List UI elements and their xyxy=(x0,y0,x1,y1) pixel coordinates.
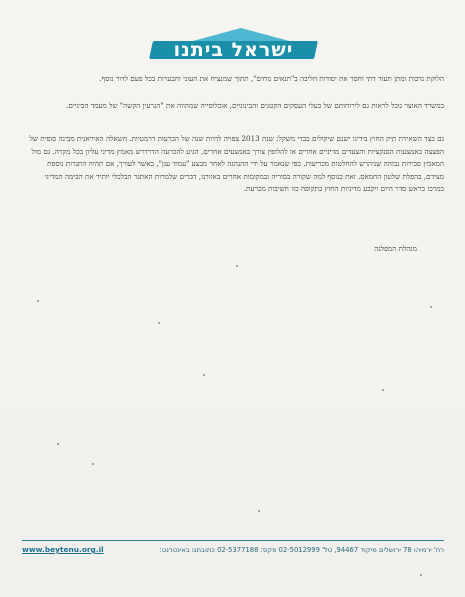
scan-speck xyxy=(258,510,260,512)
footer-website-link[interactable]: www.beytenu.org.il xyxy=(22,545,104,554)
scan-speck xyxy=(420,574,422,576)
letter-footer xyxy=(22,540,444,560)
paragraph-text: הלוקת נדבות ומתן תעוד דתי וחסר את יסודות הליבה ב"תנאים נוחים", תתוך שמנציח את העוני והבערות בכל פעם לדור נוסף. xyxy=(99,74,444,83)
party-logo xyxy=(151,28,316,62)
logo-text: ישראל ביתנו xyxy=(173,39,294,61)
body-paragraph-2 xyxy=(26,100,444,113)
scan-speck xyxy=(37,300,39,302)
scan-speck xyxy=(158,322,160,324)
scan-speck xyxy=(430,306,432,308)
scan-speck xyxy=(57,443,59,445)
scan-speck xyxy=(203,374,205,376)
paragraph-text: במשרד האוצר נוכל לראות גם לירוחותם של בעלי העסקים הקטנים והבינוניים, אוכלוסייה שמהווה את "הגרעין הקשה" של מעמד הביניים. xyxy=(66,101,444,110)
footer-address: רח' ירמיהו 78 ירושלים מיקוד 94467, טל' 02-5012999 פקס: 02-5377188 כתובתנו באינטרנט: xyxy=(159,546,444,554)
scan-speck xyxy=(382,389,384,391)
footer-divider xyxy=(22,540,444,541)
paragraph-text: גם בצד השאירת תיק החוץ בידינו ישנם שיקולים כבדי משקל: שנת 2013 צפויה להיות שנה של הכרעות דרמטיות. השאלה האיראנית מבינה סופית של הפצצה באמצעות הסנקציות והצעדים מדיניים אחרים או להלופין צורך באמצעים אחרים, הגיע להכרעה הדרדרש מאמץ מדיני עליון בכל מקרה. גם מול המאמץ סבירות גבוהה שניהרש להחלטות מכריעות, כפי שנאמר על ידי ההנהגה לאחר מבצע "עמוד ענן", באשר לעורך, אם תהיה התגרות נוספת מצידם, בהפלת שלטון החמאס. זאת בנוסף למה שקורה בסוריה ובמקומות אחרים באזורנו, דברים שלמרות האתגר הבלכלי יותיר את הבימה המדיני במרכז בראש סדר היום ויקבע מדיניות החוץ בתקופה כזו חשיבות מכרעת. xyxy=(29,134,444,194)
signature-title: מנהלת המפלגה xyxy=(374,244,417,253)
body-paragraph-3 xyxy=(26,133,444,196)
scan-speck xyxy=(92,463,94,465)
scan-speck xyxy=(236,265,238,267)
body-paragraph-1 xyxy=(26,73,444,86)
